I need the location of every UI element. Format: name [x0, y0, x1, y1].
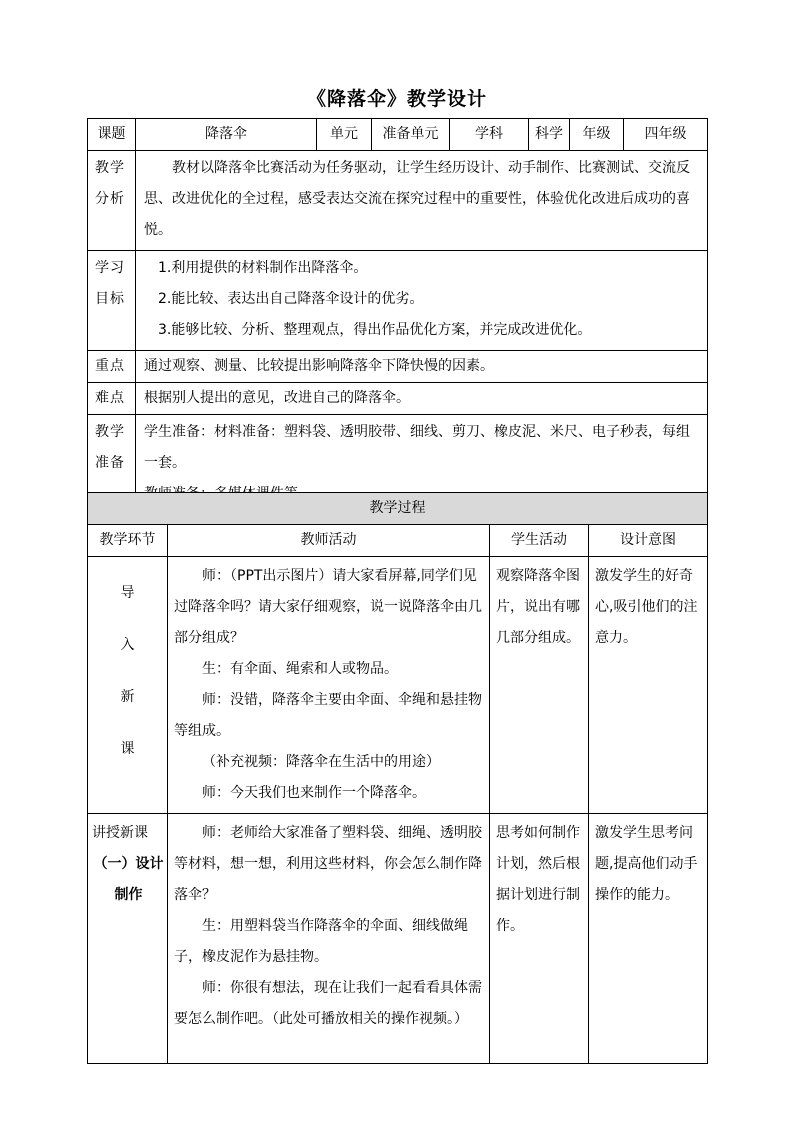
student-activity-intro: 观察降落伞图片，说出有哪几部分组成。	[490, 557, 589, 814]
grade-label: 年级	[570, 119, 624, 151]
key-point-label: 重点	[88, 351, 136, 383]
key-point-text: 通过观察、测量、比较提出影响降落伞下降快慢的因素。	[136, 351, 708, 383]
teacher-activity-new	[168, 814, 490, 1064]
dialogue-line: 师：老师给大家准备了塑料袋、细绳、透明胶等材料，想一想，利用这些材料，你会怎么制作降落伞？	[174, 825, 482, 903]
dialogue-line: 生：有伞面、绳索和人或物品。	[202, 661, 398, 677]
subject-value: 科学	[529, 119, 570, 151]
analysis-text: 教材以降落伞比赛活动为任务驱动，让学生经历设计、动手制作、比赛测试、交流反思、改进优化的全过程，感受表达交流在探究过程中的重要性，体验优化改进后成功的喜悦。	[136, 151, 708, 251]
objectives-list	[136, 251, 708, 351]
subject-label: 学科	[450, 119, 529, 151]
process-table	[87, 492, 708, 1064]
objective-item: 2.能比较、表达出自己降落伞设计的优劣。	[158, 291, 424, 307]
student-preparation: 学生准备：材料准备：塑料袋、透明胶带、细线、剪刀、橡皮泥、米尺、电子秒表，每组一套。	[144, 424, 690, 471]
stage-char: 入	[120, 637, 135, 653]
difficulty-text: 根据别人提出的意见，改进自己的降落伞。	[136, 383, 708, 415]
basic-info-table	[87, 118, 708, 515]
objective-item: 1.利用提供的材料制作出降落伞。	[158, 260, 368, 276]
preparation-label: 教学准备	[88, 415, 136, 515]
stage-new-lesson	[88, 814, 168, 1064]
stage-subtitle: （一）设计制作	[93, 856, 164, 903]
topic-label: 课题	[88, 119, 136, 151]
student-activity-new: 思考如何制作计划，然后根据计划进行制作。	[490, 814, 589, 1064]
column-stage: 教学环节	[88, 525, 168, 557]
design-intent-intro: 激发学生的好奇心,吸引他们的注意力。	[589, 557, 708, 814]
objectives-label: 学习目标	[88, 251, 136, 351]
dialogue-line: 师：（PPT出示图片）请大家看屏幕,同学们见过降落伞吗？请大家仔细观察，说一说降落伞由几部分组成？	[174, 568, 482, 646]
dialogue-line: （补充视频：降落伞在生活中的用途）	[202, 754, 440, 770]
process-header: 教学过程	[88, 493, 708, 525]
stage-char: 课	[120, 741, 135, 757]
unit-value: 准备单元	[372, 119, 450, 151]
teacher-activity-intro	[168, 557, 490, 814]
column-intent: 设计意图	[589, 525, 708, 557]
page-title: 《降落伞》教学设计	[306, 88, 487, 110]
stage-char: 导	[120, 585, 135, 601]
dialogue-line: 师：没错，降落伞主要由伞面、伞绳和悬挂物等组成。	[174, 692, 482, 739]
design-intent-new: 激发学生思考问题,提高他们动手操作的能力。	[589, 814, 708, 1064]
objective-item: 3.能够比较、分析、整理观点，得出作品优化方案，并完成改进优化。	[158, 322, 592, 338]
unit-label: 单元	[317, 119, 372, 151]
topic-value: 降落伞	[136, 119, 317, 151]
dialogue-line: 师：你很有想法，现在让我们一起看看具体需要怎么制作吧。（此处可播放相关的操作视频。）	[174, 980, 482, 1027]
difficulty-label: 难点	[88, 383, 136, 415]
dialogue-line: 生：用塑料袋当作降落伞的伞面、细线做绳子，橡皮泥作为悬挂物。	[174, 918, 468, 965]
stage-char: 新	[120, 689, 135, 705]
dialogue-line: 师：今天我们也来制作一个降落伞。	[202, 785, 426, 801]
stage-title: 讲授新课	[92, 825, 148, 841]
column-student: 学生活动	[490, 525, 589, 557]
column-teacher: 教师活动	[168, 525, 490, 557]
analysis-label: 教学分析	[88, 151, 136, 251]
grade-value: 四年级	[624, 119, 708, 151]
stage-intro	[88, 557, 168, 814]
